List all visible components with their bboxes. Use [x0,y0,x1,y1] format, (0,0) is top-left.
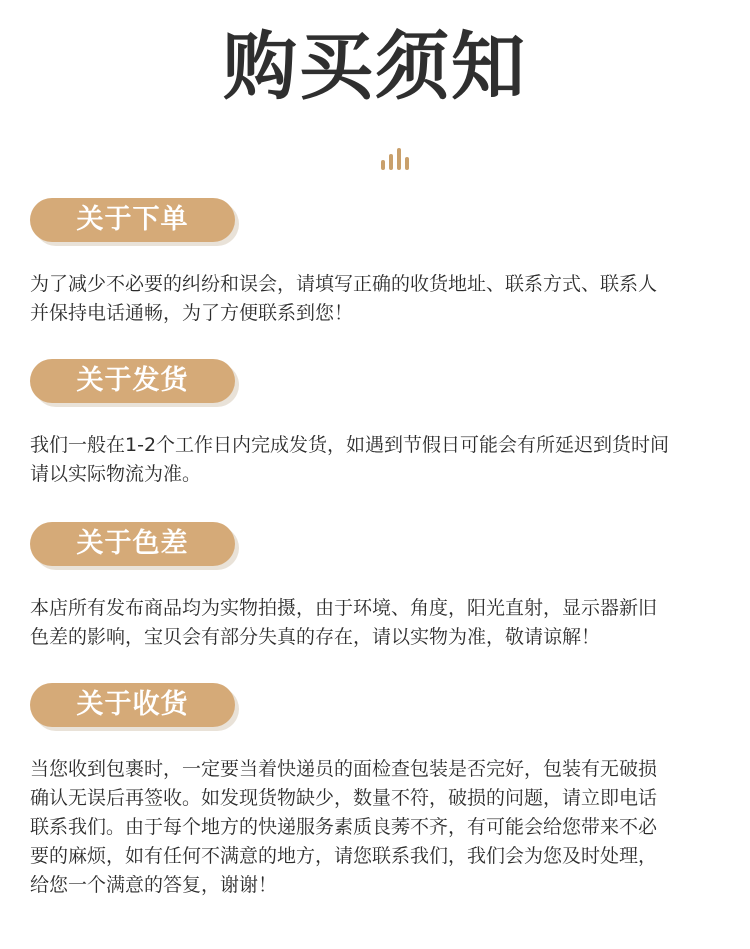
text-line: 并保持电话通畅，为了方便联系到您！ [30,302,354,324]
section-badge-order: 关于下单 [30,198,235,242]
page-title: 购买须知 [223,24,527,110]
section-text-order [30,270,730,328]
text-line: 请以实际物流为准。 [30,463,202,485]
text-line: 给您一个满意的答复，谢谢！ [30,874,278,896]
section-text-color-difference [30,594,730,652]
section-badge-shipping: 关于发货 [30,359,235,403]
section-badge-receiving: 关于收货 [30,683,235,727]
text-line: 确认无误后再签收。如发现货物缺少，数量不符，破损的问题，请立即电话 [30,787,658,809]
section-text-shipping [30,431,730,489]
text-line: 当您收到包裹时，一定要当着快递员的面检查包装是否完好，包装有无破损 [30,758,658,780]
text-line: 色差的影响，宝贝会有部分失真的存在，请以实物为准，敬请谅解！ [30,626,601,648]
text-line: 要的麻烦，如有任何不满意的地方，请您联系我们，我们会为您及时处理， [30,845,658,867]
section-text-receiving [30,755,730,900]
audio-bars-icon [381,148,409,170]
text-line: 我们一般在1-2个工作日内完成发货，如遇到节假日可能会有所延迟到货时间 [30,434,670,456]
text-line: 本店所有发布商品均为实物拍摄，由于环境、角度，阳光直射，显示器新旧 [30,597,658,619]
text-line: 为了减少不必要的纠纷和误会，请填写正确的收货地址、联系方式、联系人 [30,273,658,295]
text-line: 联系我们。由于每个地方的快递服务素质良莠不齐，有可能会给您带来不必 [30,816,658,838]
section-badge-color-difference: 关于色差 [30,522,235,566]
